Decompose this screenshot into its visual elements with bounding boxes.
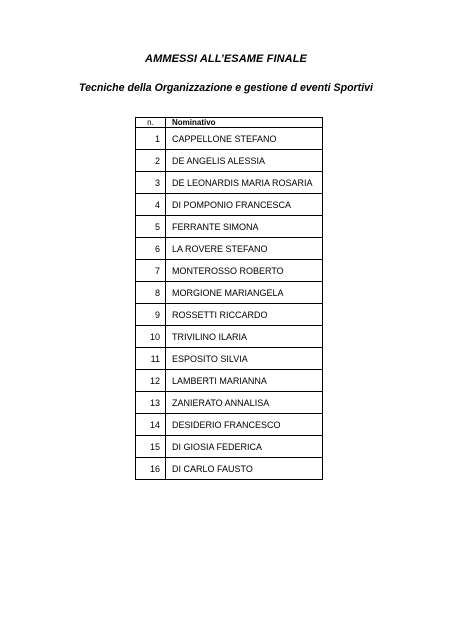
student-name: MONTEROSSO ROBERTO [166, 260, 323, 282]
table-row [136, 392, 323, 414]
table-row [136, 216, 323, 238]
student-name: LAMBERTI MARIANNA [166, 370, 323, 392]
row-number: 11 [136, 348, 166, 370]
row-number: 9 [136, 304, 166, 326]
student-name: LA ROVERE STEFANO [166, 238, 323, 260]
row-number: 8 [136, 282, 166, 304]
student-name: DI CARLO FAUSTO [166, 458, 323, 480]
student-name: CAPPELLONE STEFANO [166, 128, 323, 150]
student-name: MORGIONE MARIANGELA [166, 282, 323, 304]
row-number: 16 [136, 458, 166, 480]
table-row [136, 458, 323, 480]
table-row [136, 172, 323, 194]
table-row [136, 150, 323, 172]
column-header-number: n. [136, 118, 166, 128]
row-number: 10 [136, 326, 166, 348]
student-name: DE ANGELIS ALESSIA [166, 150, 323, 172]
table-row [136, 304, 323, 326]
row-number: 3 [136, 172, 166, 194]
student-name: DI GIOSIA FEDERICA [166, 436, 323, 458]
student-name: ESPOSITO SILVIA [166, 348, 323, 370]
student-name: TRIVILINO ILARIA [166, 326, 323, 348]
student-name: DESIDERIO FRANCESCO [166, 414, 323, 436]
table-row [136, 348, 323, 370]
table-row [136, 282, 323, 304]
student-name: ROSSETTI RICCARDO [166, 304, 323, 326]
row-number: 7 [136, 260, 166, 282]
row-number: 14 [136, 414, 166, 436]
row-number: 6 [136, 238, 166, 260]
student-name: DI POMPONIO FRANCESCA [166, 194, 323, 216]
student-name: FERRANTE SIMONA [166, 216, 323, 238]
table-body [136, 128, 323, 480]
table-row [136, 128, 323, 150]
table-row [136, 436, 323, 458]
document-subtitle: Tecniche della Organizzazione e gestione d eventi Sportivi [79, 82, 373, 94]
row-number: 5 [136, 216, 166, 238]
table-row [136, 238, 323, 260]
table-header-row [136, 118, 323, 128]
table-row [136, 370, 323, 392]
table-row [136, 414, 323, 436]
table-row [136, 260, 323, 282]
admitted-students-table [135, 117, 323, 480]
row-number: 2 [136, 150, 166, 172]
document-title: AMMESSI ALL’ESAME FINALE [145, 53, 307, 65]
row-number: 12 [136, 370, 166, 392]
row-number: 13 [136, 392, 166, 414]
column-header-name: Nominativo [166, 118, 323, 128]
student-name: DE LEONARDIS MARIA ROSARIA [166, 172, 323, 194]
row-number: 1 [136, 128, 166, 150]
row-number: 4 [136, 194, 166, 216]
student-name: ZANIERATO ANNALISA [166, 392, 323, 414]
row-number: 15 [136, 436, 166, 458]
table-row [136, 194, 323, 216]
table-row [136, 326, 323, 348]
